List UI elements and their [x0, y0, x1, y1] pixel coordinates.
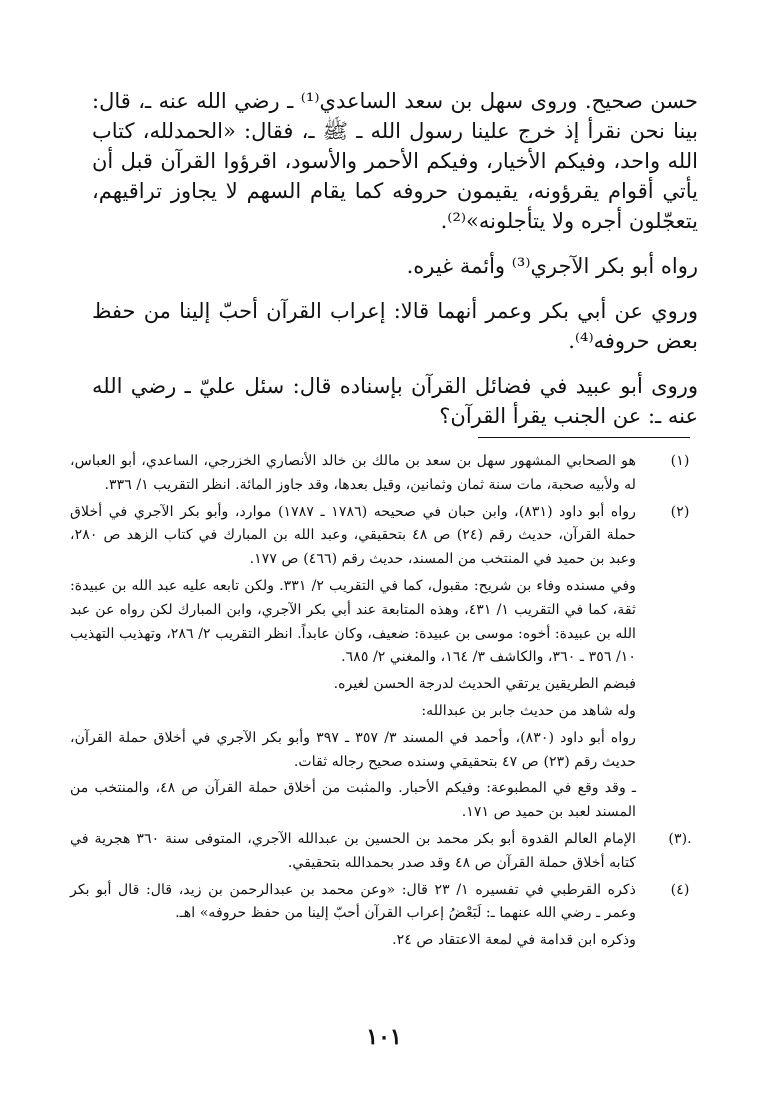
main-text [92, 86, 698, 446]
footnote-text: وذكره ابن قدامة في لمعة الاعتقاد ص ٢٤. [392, 932, 636, 949]
footnote-text: ذكره القرطبي في تفسيره ١/ ٢٣ قال: «وعن محمد بن عبدالرحمن بن زيد، قال: قال أبو بكر وعمر ـ رضي الله عنهما ـ: لَبَعْضُ إعراب القرآن أحبّ إلينا من حفظ حروفه» اهـ. [70, 881, 636, 922]
page-number: ١٠١ [366, 1024, 402, 1050]
footnote-text: هو الصحابي المشهور سهل بن سعد بن مالك بن خالد الأنصاري الخزرجي، الساعدي، أبو العباس، له ولأبيه صحبة، مات سنة ثمان وثمانين، وقيل بعدها، وقد جاوز المائة. انظر التقريب ١/ ٣٣٦. [70, 453, 636, 493]
footnote-text: وفي مسنده وفاء بن شريح: مقبول، كما في التقريب ٢/ ٣٣١. ولكن تابعه عليه عبد الله بن عبيدة: ثقة، كما في التقريب ١/ ٤٣١، وهذه المتابعة عند أبي بكر الآجري، وابن المبارك لكن رواه عن عبد الله بن عبيدة: أخوه: موسى بن عبيدة: ضعيف، وكان عابداً. انظر التقريب ٢/ ٢٨٦، وتهذيب التهذيب ١٠/ ٣٥٦ ـ ٣٦٠، والكاشف ٣/ ١٦٤، والمغني ٢/ ٦٨٥. [70, 577, 636, 666]
paragraph: وروي عن أبي بكر وعمر أنهما قالا: إعراب القرآن أحبّ إلينا من حفظ بعض حروفه⁽⁴⁾. [92, 299, 698, 353]
paragraph: حسن صحيح. وروى سهل بن سعد الساعدي⁽¹⁾ ـ رضي الله عنه ـ، قال: بينا نحن نقرأ إذ خرج علينا رسول الله ـ ﷺ ـ، فقال: «الحمدلله، كتاب الله واحد، وفيكم الأخيار، وفيكم الأحمر والأسود، اقرؤوا القرآن قبل أن يأتي أقوام يقرؤونه، يقيمون حروفه كما يقام السهم لا يجاوز تراقيهم، يتعجّلون أجره ولا يتأجلونه»⁽²⁾. [92, 89, 698, 233]
footnote-separator [478, 437, 690, 438]
footnote-1 [70, 450, 698, 498]
footnote-number: (١) [670, 453, 690, 469]
paragraph: رواه أبو بكر الآجري⁽³⁾ وأئمة غيره. [406, 254, 698, 278]
paragraph: وروى أبو عبيد في فضائل القرآن بإسناده قال: سئل عليّ ـ رضي الله عنه ـ: عن الجنب يقرأ القرآن؟ [92, 374, 698, 428]
footnote-3 [70, 828, 698, 876]
footnotes [70, 450, 698, 956]
footnote-number: .(٣) [668, 830, 692, 847]
footnote-text: ـ وقد وقع في المطبوعة: وفيكم الأحبار. والمثبت من أخلاق حملة القرآن ص ٤٨، والمنتخب من المسند لعبد بن حميد ص ١٧١. [70, 780, 637, 821]
footnote-2 [70, 501, 698, 825]
footnote-text: وله شاهد من حديث جابر بن عبدالله: [421, 702, 636, 719]
footnote-4 [70, 879, 698, 953]
footnote-text: فبضم الطريقين يرتقي الحديث لدرجة الحسن لغيره. [333, 676, 636, 693]
footnote-text: الإمام العالم القدوة أبو بكر محمد بن الحسين بن عبدالله الآجري، المتوفى سنة ٣٦٠ هجرية في كتابه أخلاق حملة القرآن ص ٤٨ وقد صدر بحمدالله بتحقيقي. [70, 830, 636, 871]
footnote-number: (٢) [670, 503, 690, 520]
footnote-number: (٤) [670, 881, 690, 898]
footnote-text: رواه أبو داود (٨٣١)، وابن حبان في صحيحه (١٧٨٦ ـ ١٧٨٧) موارد، وأبو بكر الآجري في أخلاق حملة القرآن، حديث رقم (٢٤) ص ٤٨ بتحقيقي، وعبد الله بن المبارك في كتاب الزهد ص ٢٨٠، وعبد بن حميد في المنتخب من المسند، حديث رقم (٤٦٦) ص ١٧٧. [70, 503, 636, 568]
footnote-text: رواه أبو داود (٨٣٠)، وأحمد في المسند ٣/ ٣٥٧ ـ ٣٩٧ وأبو بكر الآجري في أخلاق حملة القرآن، حديث رقم (٢٣) ص ٤٧ بتحقيقي وسنده صحيح رجاله ثقات. [70, 729, 636, 770]
